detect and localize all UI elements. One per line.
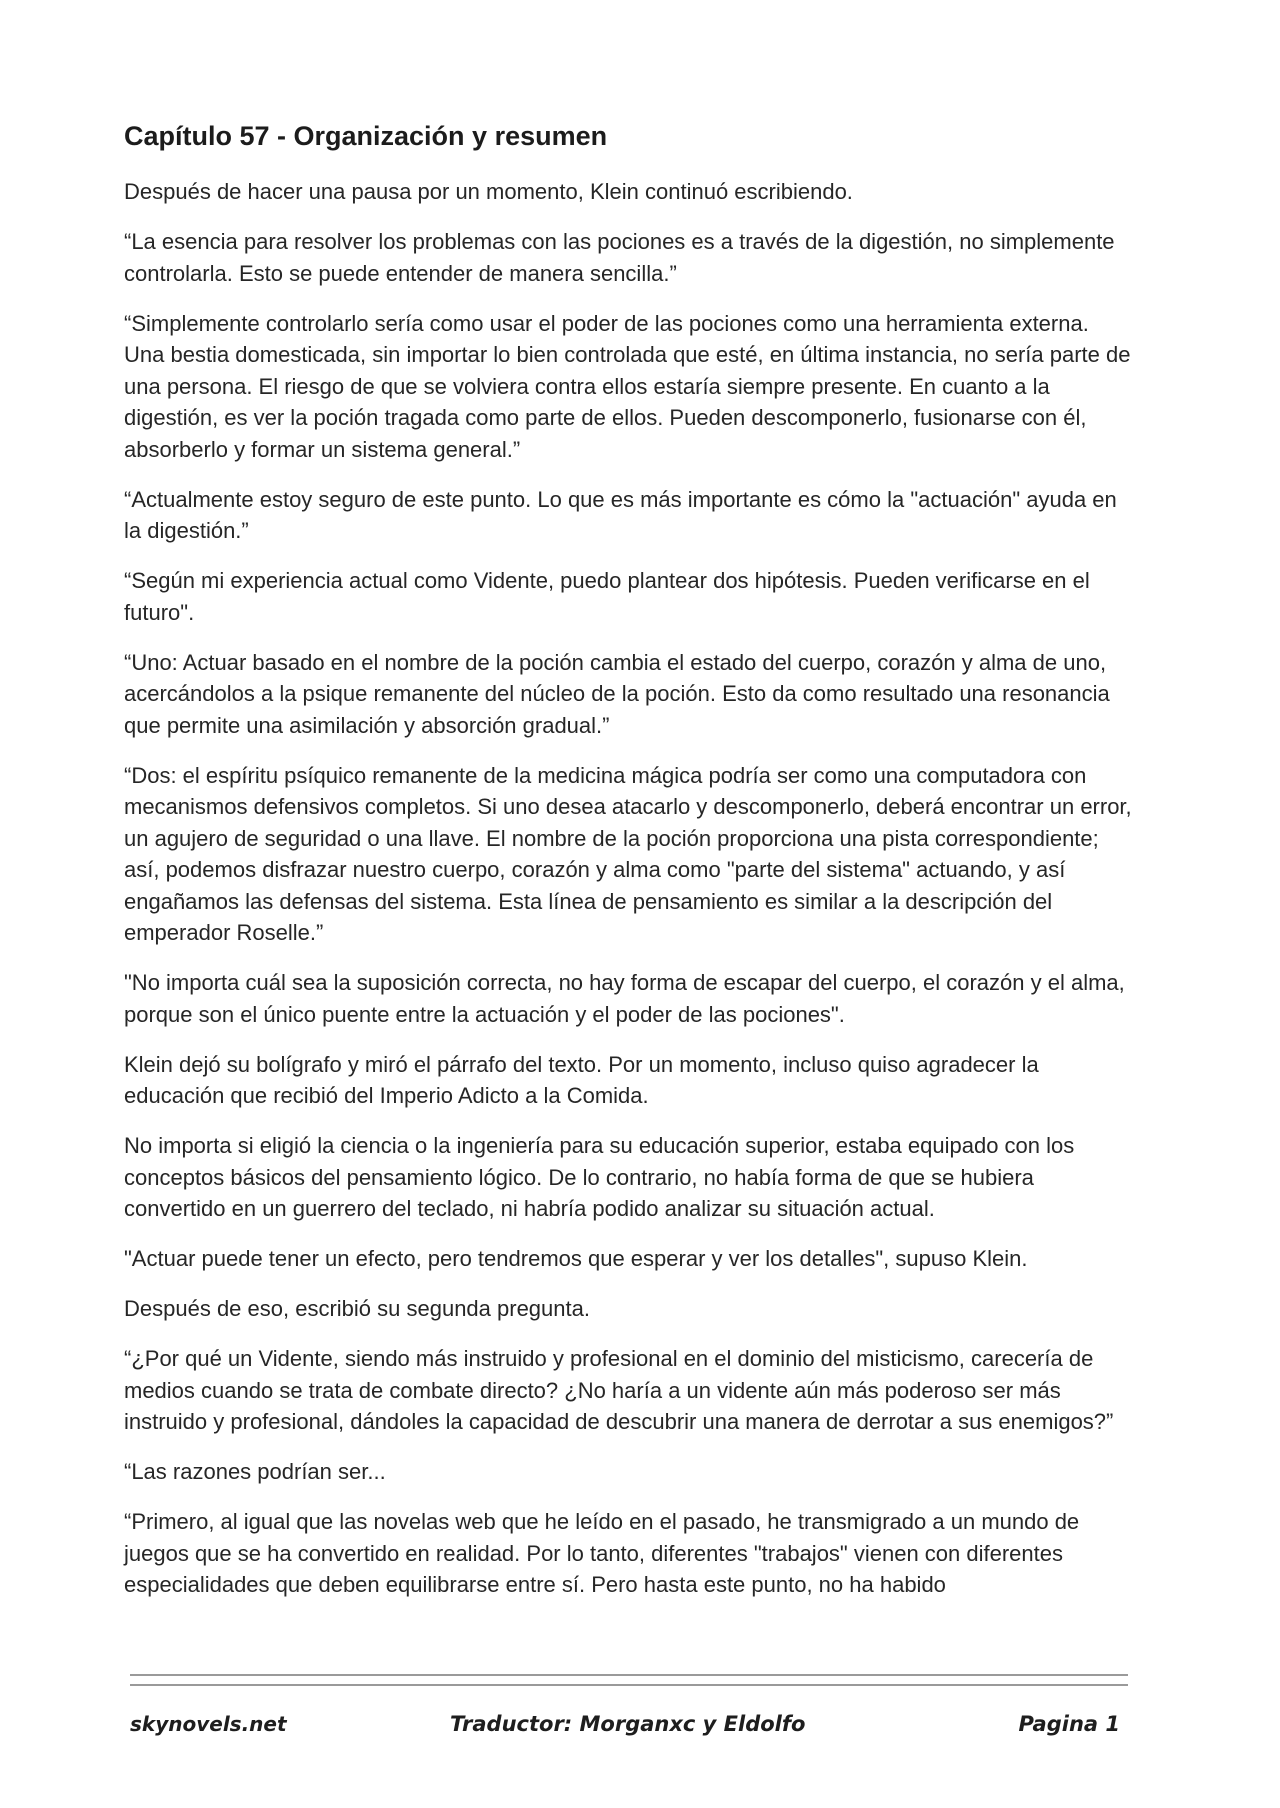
- paragraph: “La esencia para resolver los problemas con las pociones es a través de la digestión, no simplemente controlarla. Esto se puede entender de manera sencilla.”: [124, 229, 1115, 286]
- paragraph: "Actuar puede tener un efecto, pero tendremos que esperar y ver los detalles", supuso Klein.: [124, 1246, 1028, 1271]
- paragraph: “Las razones podrían ser...: [124, 1459, 386, 1484]
- paragraph: “¿Por qué un Vidente, siendo más instruido y profesional en el dominio del misticismo, carecería de medios cuando se trata de combate directo? ¿No haría a un vidente aún más poderoso ser más instruido y profesional, dándoles la capacidad de descubrir una manera de derrotar a sus enemigos?”: [124, 1346, 1114, 1434]
- page-footer: [130, 1712, 1120, 1746]
- footer-divider-bottom: [130, 1684, 1128, 1686]
- paragraph: “Primero, al igual que las novelas web que he leído en el pasado, he transmigrado a un mundo de juegos que se ha convertido en realidad. Por lo tanto, diferentes "trabajos" vienen con diferentes especialidades que deben equilibrarse entre sí. Pero hasta este punto, no ha habido: [124, 1509, 1080, 1597]
- footer-translator: Traductor: Morganxc y Eldolfo: [450, 1712, 806, 1736]
- paragraph: "No importa cuál sea la suposición correcta, no hay forma de escapar del cuerpo, el corazón y el alma, porque son el único puente entre la actuación y el poder de las pociones".: [124, 970, 1125, 1027]
- paragraph: Klein dejó su bolígrafo y miró el párrafo del texto. Por un momento, incluso quiso agradecer la educación que recibió del Imperio Adicto a la Comida.: [124, 1051, 1039, 1108]
- footer-page-number: Pagina 1: [1018, 1712, 1120, 1736]
- paragraph: Después de eso, escribió su segunda pregunta.: [124, 1296, 590, 1321]
- paragraph: “Actualmente estoy seguro de este punto. Lo que es más importante es cómo la "actuación" ayuda en la digestión.”: [124, 486, 1117, 543]
- paragraph: “Según mi experiencia actual como Vidente, puedo plantear dos hipótesis. Pueden verificarse en el futuro".: [124, 568, 1090, 625]
- paragraph: “Uno: Actuar basado en el nombre de la poción cambia el estado del cuerpo, corazón y alma de uno, acercándolos a la psique remanente del núcleo de la poción. Esto da como resultado una resonancia que permite una asimilación y absorción gradual.”: [124, 649, 1110, 738]
- footer-divider-top: [130, 1674, 1128, 1676]
- paragraph: “Dos: el espíritu psíquico remanente de la medicina mágica podría ser como una computadora con mecanismos defensivos completos. Si uno desea atacarlo y descomponerlo, deberá encontrar un error, un agujero de seguridad o una llave. El nombre de la poción proporciona una pista correspondiente; así, podemos disfrazar nuestro cuerpo, corazón y alma como "parte del sistema" actuando, y así engañamos las defensas del sistema. Esta línea de pensamiento es similar a la descripción del emperador Roselle.”: [124, 762, 1132, 945]
- paragraph: No importa si eligió la ciencia o la ingeniería para su educación superior, estaba equipado con los conceptos básicos del pensamiento lógico. De lo contrario, no había forma de que se hubiera convertido en un guerrero del teclado, ni habría podido analizar su situación actual.: [124, 1133, 1075, 1221]
- document-body: [124, 118, 1134, 1619]
- paragraph: “Simplemente controlarlo sería como usar el poder de las pociones como una herramienta externa. Una bestia domesticada, sin importar lo bien controlada que esté, en última instancia, no sería parte de una persona. El riesgo de que se volviera contra ellos estaría siempre presente. En cuanto a la digestión, es ver la poción tragada como parte de ellos. Pueden descomponerlo, fusionarse con él, absorberlo y formar un sistema general.”: [124, 310, 1131, 462]
- footer-site: skynovels.net: [130, 1712, 287, 1736]
- chapter-title: Capítulo 57 - Organización y resumen: [124, 121, 608, 151]
- paragraph: Después de hacer una pausa por un momento, Klein continuó escribiendo.: [124, 179, 853, 204]
